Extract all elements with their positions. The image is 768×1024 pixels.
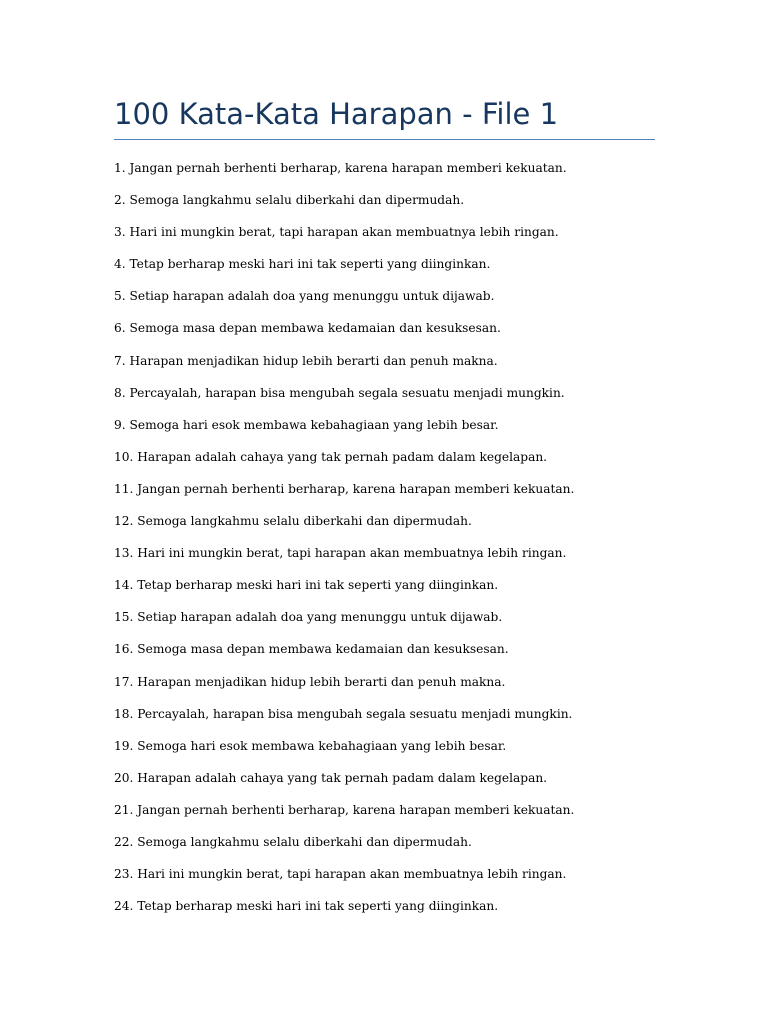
list-item: 15. Setiap harapan adalah doa yang menunggu untuk dijawab. [114, 610, 503, 625]
list-item: 8. Percayalah, harapan bisa mengubah segala sesuatu menjadi mungkin. [114, 385, 565, 400]
list-item: 16. Semoga masa depan membawa kedamaian dan kesuksesan. [114, 642, 509, 657]
list-item: 21. Jangan pernah berhenti berharap, karena harapan memberi kekuatan. [114, 802, 575, 817]
list-item: 4. Tetap berharap meski hari ini tak seperti yang diinginkan. [114, 257, 491, 272]
list-item: 3. Hari ini mungkin berat, tapi harapan akan membuatnya lebih ringan. [114, 225, 559, 240]
list-item: 18. Percayalah, harapan bisa mengubah segala sesuatu menjadi mungkin. [114, 706, 573, 721]
list-item: 11. Jangan pernah berhenti berharap, karena harapan memberi kekuatan. [114, 481, 575, 496]
list-item: 12. Semoga langkahmu selalu diberkahi dan dipermudah. [114, 514, 472, 529]
document-title: 100 Kata-Kata Harapan - File 1 [114, 97, 559, 131]
list-item: 9. Semoga hari esok membawa kebahagiaan yang lebih besar. [114, 417, 499, 432]
list-item: 5. Setiap harapan adalah doa yang menunggu untuk dijawab. [114, 289, 495, 304]
list-item: 19. Semoga hari esok membawa kebahagiaan yang lebih besar. [114, 738, 507, 753]
list-item: 6. Semoga masa depan membawa kedamaian dan kesuksesan. [114, 321, 501, 336]
list-item: 17. Harapan menjadikan hidup lebih berarti dan penuh makna. [114, 674, 506, 689]
list-item: 1. Jangan pernah berhenti berharap, karena harapan memberi kekuatan. [114, 161, 567, 175]
list-item: 7. Harapan menjadikan hidup lebih berarti dan penuh makna. [114, 353, 498, 368]
list-item: 10. Harapan adalah cahaya yang tak pernah padam dalam kegelapan. [114, 449, 548, 464]
list-item: 22. Semoga langkahmu selalu diberkahi dan dipermudah. [114, 834, 472, 849]
quote-list [114, 158, 574, 928]
list-item: 24. Tetap berharap meski hari ini tak seperti yang diinginkan. [114, 899, 499, 914]
title-underline [114, 139, 655, 140]
list-item: 20. Harapan adalah cahaya yang tak pernah padam dalam kegelapan. [114, 770, 548, 785]
list-item: 23. Hari ini mungkin berat, tapi harapan akan membuatnya lebih ringan. [114, 867, 567, 882]
list-item: 14. Tetap berharap meski hari ini tak seperti yang diinginkan. [114, 578, 499, 593]
list-item: 13. Hari ini mungkin berat, tapi harapan akan membuatnya lebih ringan. [114, 546, 567, 561]
list-item: 2. Semoga langkahmu selalu diberkahi dan dipermudah. [114, 193, 465, 208]
